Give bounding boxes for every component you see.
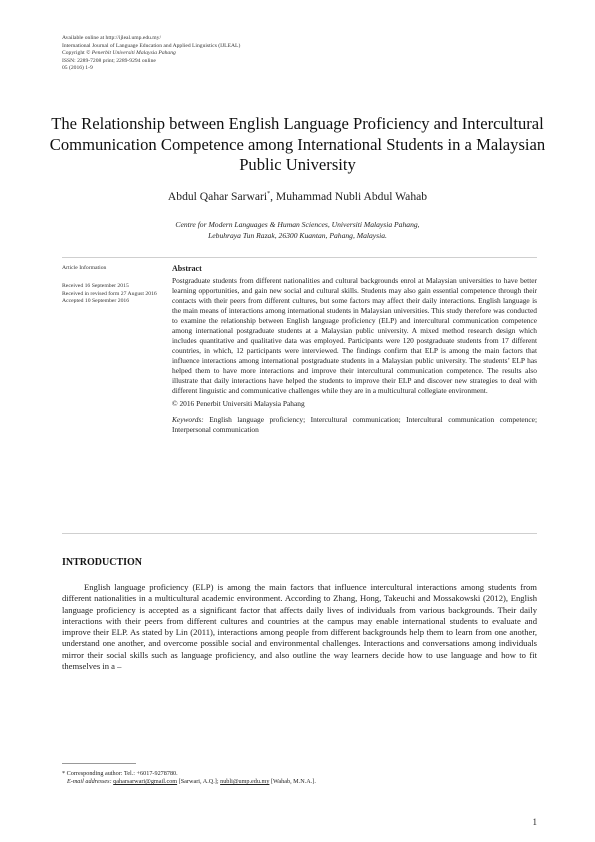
accepted-date: Accepted 10 September 2016 [62,298,130,305]
introduction-section [62,582,537,672]
keywords [172,415,537,435]
divider-top [62,257,537,258]
abstract-section [172,264,537,435]
email-2-suffix: [Wahab, M.N.A.]. [269,778,316,786]
corresponding-author: * Corresponding author: Tel.: +6017-9278780. [62,770,178,777]
received-date: Received 16 September 2015 [62,282,129,289]
keywords-label: Keywords: [172,415,204,424]
affiliation [40,219,555,241]
page-number: 1 [532,817,537,827]
copyright-line: Copyright © Penerbit Universiti Malaysia Pahang [62,50,176,57]
divider-bottom [62,533,537,534]
introduction-paragraph: English language proficiency (ELP) is among the main factors that influence intercultural interactions among students from different nationalities in a multicultural academic environment. According to Zhang, Hong, Takeuchi and Mossakowski (2012), English language proficiency is accepted as a significant factor that affects daily lives of individuals from various backgrounds. Their daily interactions with their peers from different cultures and countries at the campus may enable international students to evaluate and improve their ELP. As stated by Lin (2011), interactions among people from different backgrounds help them to learn from one another, understand one another, and overcome possible social and environmental challenges. Interactions and conversations among individuals mirror their social skills such as language proficiency, and also outline the way learners decide how to use language and how to fit themselves in a – [62,582,537,672]
article-info-heading: Article Information [62,265,107,271]
article-info [62,265,158,306]
journal-info [62,35,240,73]
email-label: E-mail addresses: [67,778,112,786]
issn-line: ISSN: 2289-7208 print; 2289-9294 online [62,57,156,64]
email-link-1[interactable]: qaharsarwari@gmail.com [113,778,178,786]
volume-line: 05 (2016) 1-9 [62,65,93,72]
corresponding-mark: * [267,191,271,197]
affiliation-line-1: Centre for Modern Languages & Human Sciences, Universiti Malaysia Pahang, [175,220,420,229]
email-link-2[interactable]: nubli@ump.edu.my [220,778,270,786]
abstract-body: Postgraduate students from different nationalities and cultural backgrounds enrol at Malaysian universities to have better learning opportunities, and gain new social and cultural skills. Students may also gain essential competence through their contacts with their peers from different cultures, but some factors may affect their daily interactions. English language is the main means of interactions among international students in Malaysian universities. This study therefore was conducted to examine the relationship between English language proficiency (ELP) and intercultural communication competence among international postgraduate students at a Malaysian public university. A mixed method research design which includes quantitative and qualitative data was employed. Participants were 120 postgraduate students from 17 different countries, in which, 12 participants were interviewed. The findings confirm that ELP is among the main factors that influence interactions among international postgraduate students in a Malaysian public university. The students’ ELP has helped them to have more interactions and improve their intercultural communication competence. The results also illustrate that daily interactions have helped the students to improve their ELP and discover new strategies to deal with different linguistic and communicative challenges while they are in a multicultural collegiate environment. [172,276,537,395]
footnote [62,770,537,787]
footnote-rule [62,763,136,764]
abstract-copyright: © 2016 Penerbit Universiti Malaysia Pahang [172,399,305,408]
paper-title: The Relationship between English Language Proficiency and Intercultural Communication Competence among International Students in a Malaysian Public University [49,114,546,174]
author-1: Abdul Qahar Sarwari [167,190,268,203]
affiliation-line-2: Lebuhraya Tun Razak, 26300 Kuantan, Pahang, Malaysia. [208,231,387,240]
availability-line: Available online at http://ijleal.ump.edu.my/ [62,35,162,41]
revised-date: Received in revised form 27 August 2016 [62,290,157,297]
email-1-suffix: [Sarwari, A.Q.]; [177,778,221,786]
abstract-heading: Abstract [172,264,202,273]
author-list [40,190,555,203]
journal-name: International Journal of Language Education and Applied Linguistics (IJLEAL) [62,42,241,49]
email-line [62,778,537,786]
keywords-list: English language proficiency; Intercultural communication; Intercultural communication competence; Interpersonal communication [172,415,537,434]
author-2: , Muhammad Nubli Abdul Wahab [270,190,428,203]
introduction-heading: INTRODUCTION [62,557,143,568]
